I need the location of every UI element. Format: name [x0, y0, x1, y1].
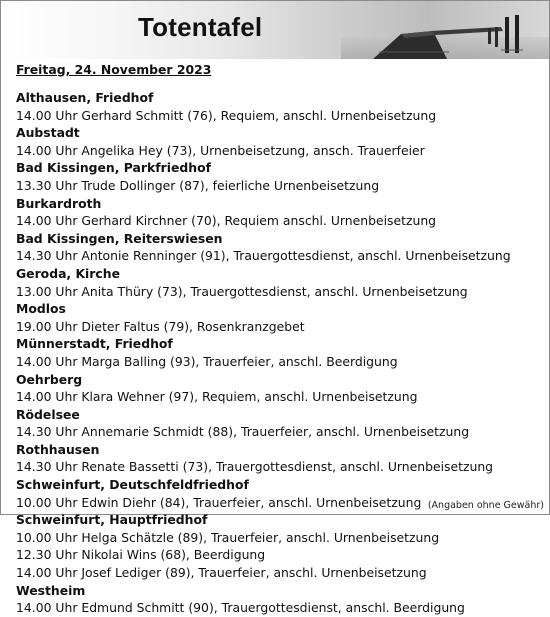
location-rothhausen [16, 441, 541, 476]
list-item: 13.30 Uhr Trude Dollinger (87), feierliche Urnenbeisetzung [16, 177, 380, 193]
location-name: Burkardroth [16, 195, 102, 211]
list-item: 14.00 Uhr Marga Balling (93), Trauerfeier, anschl. Beerdigung [16, 353, 398, 369]
location-name: Münnerstadt, Friedhof [16, 336, 173, 352]
list-item: 19.00 Uhr Dieter Faltus (79), Rosenkranzgebet [16, 318, 305, 334]
location-name: Bad Kissingen, Reiterswiesen [16, 230, 223, 246]
location-burkardroth [16, 195, 541, 230]
list-item: 14.00 Uhr Edmund Schmitt (90), Trauergottesdienst, anschl. Beerdigung [16, 600, 465, 616]
location-bad-kissingen-reiterswiesen [16, 230, 541, 265]
location-aubstadt [16, 124, 541, 159]
location-name: Bad Kissingen, Parkfriedhof [16, 160, 211, 176]
location-name: Schweinfurt, Deutschfeldfriedhof [16, 477, 249, 493]
location-geroda [16, 265, 541, 300]
location-muennerstadt [16, 335, 541, 370]
list-item: 14.00 Uhr Klara Wehner (97), Requiem, anschl. Urnenbeisetzung [16, 389, 418, 405]
list-item: 14.30 Uhr Antonie Renninger (91), Trauergottesdienst, anschl. Urnenbeisetzung [16, 248, 511, 264]
page-title: Totentafel [138, 12, 263, 42]
disclaimer-note: (Angaben ohne Gewähr) [427, 500, 544, 511]
location-oehrberg [16, 371, 541, 406]
location-name: Oehrberg [16, 371, 83, 387]
location-schweinfurt-hauptfriedhof [16, 511, 541, 581]
location-bad-kissingen-parkfriedhof [16, 159, 541, 194]
list-item: 14.30 Uhr Renate Bassetti (73), Trauergottesdienst, anschl. Urnenbeisetzung [16, 459, 494, 475]
location-althausen [16, 89, 541, 124]
location-name: Geroda, Kirche [16, 265, 120, 281]
location-name: Modlos [16, 301, 66, 317]
list-item: 14.00 Uhr Gerhard Schmitt (76), Requiem, anschl. Urnenbeisetzung [16, 107, 437, 123]
list-item: 14.30 Uhr Annemarie Schmidt (88), Trauerfeier, anschl. Urnenbeisetzung [16, 424, 470, 440]
list-item: 12.30 Uhr Nikolai Wins (68), Beerdigung [16, 547, 266, 563]
list-item: 10.00 Uhr Edwin Diehr (84), Trauerfeier, anschl. Urnenbeisetzung [16, 494, 422, 510]
location-modlos [16, 300, 541, 335]
location-name: Rödelsee [16, 406, 80, 422]
location-roedelsee [16, 406, 541, 441]
location-westheim [16, 582, 541, 617]
list-item: 10.00 Uhr Helga Schätzle (89), Trauerfeier, anschl. Urnenbeisetzung [16, 529, 440, 545]
location-name: Schweinfurt, Hauptfriedhof [16, 512, 208, 528]
location-name: Aubstadt [16, 125, 80, 141]
header-banner [1, 1, 549, 59]
list-item: 14.00 Uhr Angelika Hey (73), Urnenbeisetzung, ansch. Trauerfeier [16, 142, 425, 158]
schedule-date: Freitag, 24. November 2023 [16, 62, 212, 77]
jetty-lake-image [1, 1, 549, 59]
location-name: Rothhausen [16, 441, 100, 457]
schedule-content [16, 61, 541, 617]
list-item: 14.00 Uhr Josef Lediger (89), Trauerfeier, anschl. Urnenbeisetzung [16, 565, 427, 581]
location-name: Westheim [16, 582, 86, 598]
list-item: 14.00 Uhr Gerhard Kirchner (70), Requiem anschl. Urnenbeisetzung [16, 213, 437, 229]
location-name: Althausen, Friedhof [16, 90, 154, 105]
list-item: 13.00 Uhr Anita Thüry (73), Trauergottesdienst, anschl. Urnenbeisetzung [16, 283, 468, 299]
